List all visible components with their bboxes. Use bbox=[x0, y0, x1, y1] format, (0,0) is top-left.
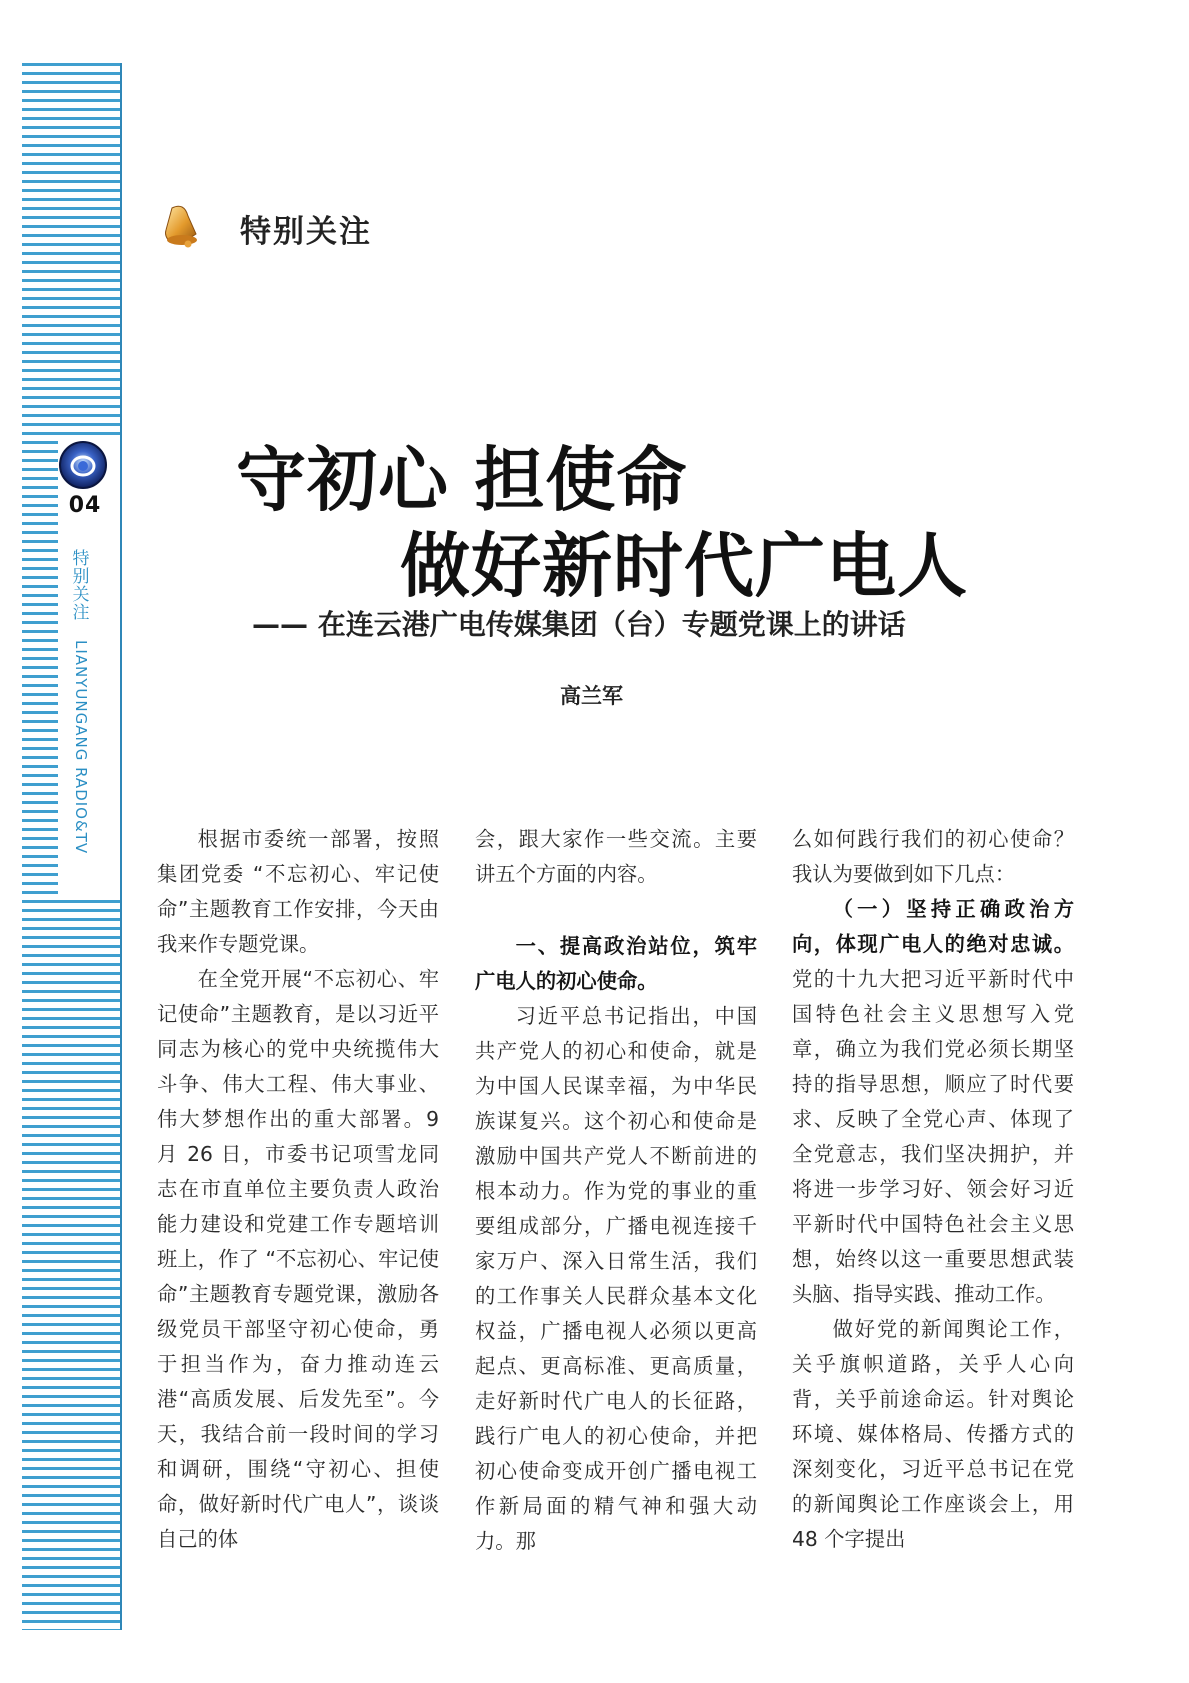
article-title-line1: 守初心 担使命 bbox=[236, 439, 688, 521]
paragraph: 根据市委统一部署，按照集团党委 “不忘初心、牢记使命”主题教育工作安排，今天由我来作专题党课。 bbox=[157, 827, 439, 956]
paragraph bbox=[792, 892, 1074, 1312]
article-author: 高兰军 bbox=[560, 684, 623, 708]
paragraph: 做好党的新闻舆论工作，关乎旗帜道路，关乎人心向背，关乎前途命运。针对舆论环境、媒体格局、传播方式的深刻变化，习近平总书记在党的新闻舆论工作座谈会上，用 48 个字提出 bbox=[792, 1317, 1074, 1551]
article-column-1 bbox=[157, 822, 439, 1557]
paragraph: 习近平总书记指出，中国共产党人的初心和使命，就是为中国人民谋幸福，为中华民族谋复兴。这个初心和使命是激励中国共产党人不断前进的根本动力。作为党的事业的重要组成部分，广播电视连接千家万户、深入日常生活，我们的工作事关人民群众基本文化权益，广播电视人必须以更高起点、更高标准、更高质量，走好新时代广电人的长征路，践行广电人的初心使命，并把初心使命变成开创广播电视工作新局面的精气神和强大动力。那 bbox=[475, 1004, 757, 1553]
section-label: 特别关注 bbox=[240, 214, 372, 250]
article-subtitle: —— 在连云港广电传媒集团（台）专题党课上的讲话 bbox=[252, 608, 906, 641]
paragraph-text: 党的十九大把习近平新时代中国特色社会主义思想写入党章，确立为我们党必须长期坚持的指导思想，顺应了时代要求、反映了全党心声、体现了全党意志，我们坚决拥护，并将进一步学习好、领会好习近平新时代中国特色社会主义思想，始终以这一重要思想武装头脑、指导实践、推动工作。 bbox=[792, 967, 1074, 1306]
orb-logo-icon bbox=[58, 440, 108, 490]
article-column-2 bbox=[475, 822, 757, 1559]
sidebar-magazine-name: LIANYUNGANG RADIO&TV bbox=[72, 640, 90, 855]
stripe-edge-line bbox=[120, 63, 122, 1630]
article-title-line2: 做好新时代广电人 bbox=[400, 525, 968, 607]
paragraph: 在全党开展“不忘初心、牢记使命”主题教育，是以习近平同志为核心的党中央统揽伟大斗争、伟大工程、伟大事业、伟大梦想作出的重大部署。9 月 26 日，市委书记项雪龙同志在市直单位主要负责人政治能力建设和党建工作专题培训班上，作了 “不忘初心、牢记使命”主题教育专题党课，激励各级党员干部坚守初心使命，勇于担当作为，奋力推动连云港“高质发展、后发先至”。今天，我结合前一段时间的学习和调研，围绕“守初心、担使命，做好新时代广电人”，谈谈自己的体 bbox=[157, 967, 439, 1551]
subsection-heading: （一）坚持正确政治方向，体现广电人的绝对忠诚。 bbox=[792, 897, 1074, 956]
paragraph: 会，跟大家作一些交流。主要讲五个方面的内容。 bbox=[475, 827, 757, 886]
page-number: 04 bbox=[68, 493, 102, 518]
paragraph: 么如何践行我们的初心使命？我认为要做到如下几点： bbox=[792, 827, 1074, 886]
article-column-3 bbox=[792, 822, 1074, 1557]
sidebar-section-vertical: 特别关注 bbox=[72, 549, 90, 623]
section-heading: 一、提高政治站位，筑牢广电人的初心使命。 bbox=[475, 934, 757, 993]
bell-icon bbox=[158, 200, 208, 250]
